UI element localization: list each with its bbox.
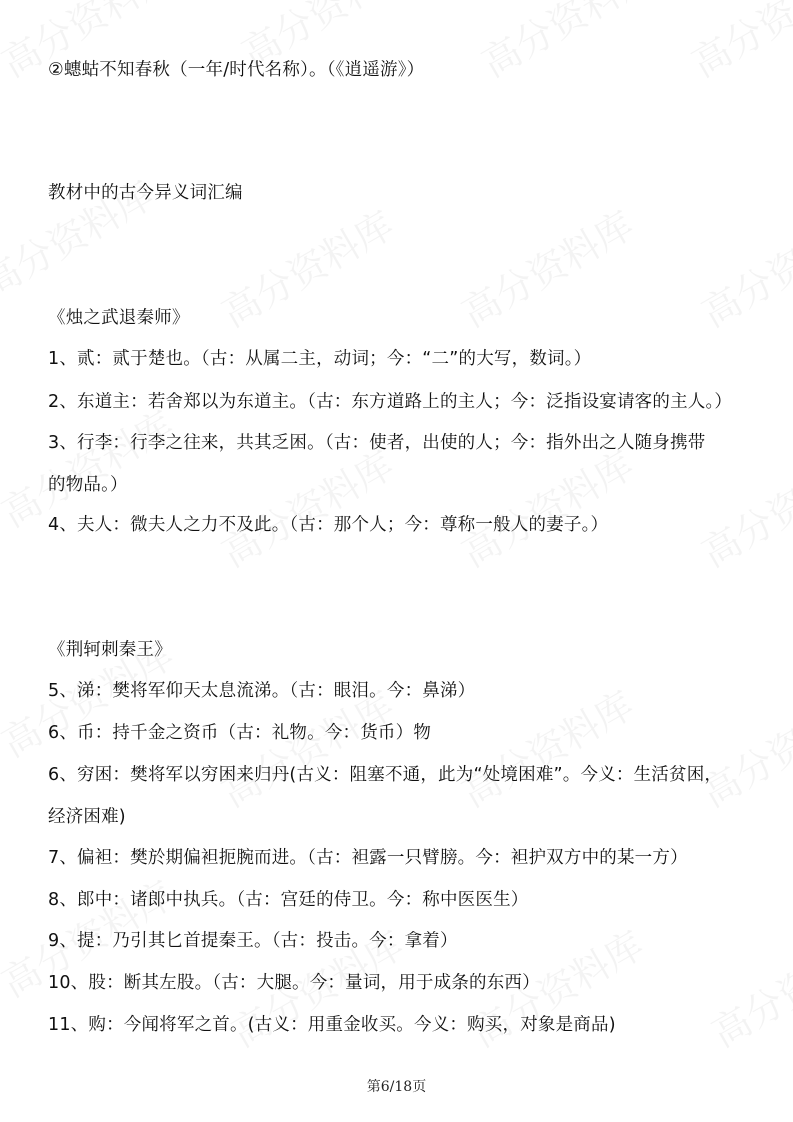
text-line: 的物品。） — [48, 475, 128, 495]
watermark — [450, 195, 642, 338]
watermark — [700, 915, 793, 1058]
text-line: 7、偏袒：樊於期偏袒扼腕而进。（古：袒露一只臂膀。今：袒护双方中的某一方） — [48, 848, 688, 868]
subsection-heading: 《烛之武退秦师》 — [48, 308, 190, 328]
watermark — [680, 0, 793, 88]
text-line: 2、东道主：若舍郑以为东道主。（古：东方道路上的主人；今：泛指设宴请客的主人。） — [48, 392, 733, 412]
watermark — [470, 0, 662, 88]
watermark — [210, 195, 402, 338]
text-line: 9、提：乃引其匕首提秦王。（古：投击。今：拿着） — [48, 931, 458, 951]
text-line: 8、郎中：诸郎中执兵。（古：宫廷的侍卫。今：称中医医生） — [48, 890, 529, 910]
text-line: 6、穷困：樊将军以穷困来归丹(古义：阻塞不通，此为“处境困难”。今义：生活贫困， — [48, 765, 723, 785]
text-line: 经济困难) — [48, 807, 126, 827]
page-number: 第6/18页 — [366, 1079, 427, 1095]
watermark — [690, 675, 793, 818]
watermark — [690, 195, 793, 338]
text-line: ②蟪蛄不知春秋（一年/时代名称）。（《逍遥游》） — [48, 60, 425, 80]
text-line: 6、币：持千金之资币（古：礼物。今：货币）物 — [48, 723, 432, 743]
watermark — [210, 435, 402, 578]
text-line: 5、涕：樊将军仰天太息流涕。（古：眼泪。今：鼻涕） — [48, 681, 476, 701]
text-line: 3、行李：行李之往来，共其乏困。（古：使者，出使的人；今：指外出之人随身携带 — [48, 433, 706, 453]
text-line: 11、购：今闻将军之首。(古义：用重金收买。今义：购买，对象是商品) — [48, 1015, 616, 1035]
text-line: 4、夫人：微夫人之力不及此。（古：那个人；今：尊称一般人的妻子。） — [48, 515, 609, 535]
text-line: 10、股：断其左股。（古：大腿。今：量词，用于成条的东西） — [48, 973, 540, 993]
watermark — [450, 435, 642, 578]
section-heading: 教材中的古今异义词汇编 — [48, 183, 243, 203]
subsection-heading: 《荆轲刺秦王》 — [48, 640, 172, 660]
watermark — [690, 435, 793, 578]
watermark — [450, 675, 642, 818]
text-line: 1、贰：贰于楚也。（古：从属二主，动词；今：“二”的大写，数词。） — [48, 349, 592, 369]
